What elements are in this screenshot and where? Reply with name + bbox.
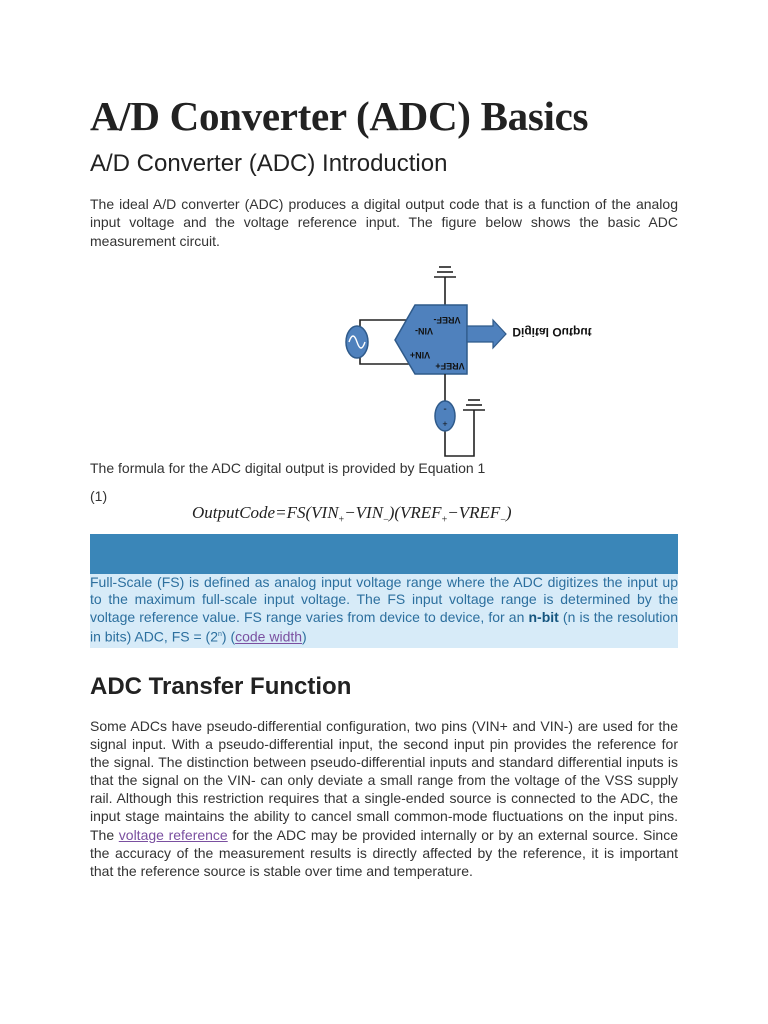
highlight-bar [90, 534, 678, 574]
voltage-reference-link[interactable]: voltage reference [118, 826, 228, 843]
transfer-paragraph: Some ADCs have pseudo-differential configuration, two pins (VIN+ and VIN-) are used for the signal input. With a pseudo-differential input, the second input pin provides the reference for the signal. The distinction between pseudo-differential inputs and standard differential inputs is that the signal on the VIN- can only deviate a small range from the voltage of the VSS supply rail. Although this restriction requires that a single-ended source is connected to the ADC, the input stage maintains the ability to cancel small common-mode fluctuations on the input pins. The voltage reference for the ADC may be provided internally or by an external source. Since the accuracy of the measurement results is directly affected by the reference, it is important that the reference source is stable over time and temperature. [90, 718, 678, 879]
equation-number: (1) [90, 488, 108, 504]
page-title: A/D Converter (ADC) Basics [90, 93, 589, 139]
full-scale-note: Full-Scale (FS) is defined as analog input voltage range where the ADC digitizes the input up to the maximum full-scale input voltage. The FS input voltage range is determined by the voltage reference value. FS range varies from device to device, for an n-bit (n is the resolution in bits) ADC, FS = $(2^n)$ (code width) [90, 574, 678, 648]
ref-minus-label: - [443, 404, 447, 415]
ref-plus-label: + [442, 419, 448, 429]
equation-1: $OutputCode=FS(VIN_+-VIN_-)(VREF_+-VREF_-)$ [192, 503, 512, 526]
ground-top-icon [434, 267, 456, 305]
output-arrow-icon [467, 320, 506, 348]
pin-vref-plus-label: VREF+ [435, 361, 465, 371]
formula-caption: The formula for the ADC digital output is provided by Equation 1 [90, 460, 486, 476]
pin-vin-minus-label: VIN- [415, 326, 433, 336]
intro-heading: A/D Converter (ADC) Introduction [90, 150, 448, 177]
reference-source-icon [435, 401, 455, 431]
n-bit-term: n-bit [528, 608, 559, 625]
ac-source-icon [346, 326, 368, 358]
intro-paragraph: The ideal A/D converter (ADC) produces a digital output code that is a function of the analog input voltage and the voltage reference input. The figure below shows the basic ADC measurement circuit. [90, 196, 678, 249]
code-width-link[interactable]: code width [235, 628, 303, 645]
pin-vref-minus-label: VREF- [433, 315, 461, 325]
digital-output-label: Digital Output [512, 325, 592, 339]
pin-vin-plus-label: VIN+ [409, 350, 431, 360]
adc-circuit-diagram [340, 262, 600, 462]
transfer-function-heading: ADC Transfer Function [90, 673, 352, 700]
ground-right-icon [463, 400, 485, 410]
